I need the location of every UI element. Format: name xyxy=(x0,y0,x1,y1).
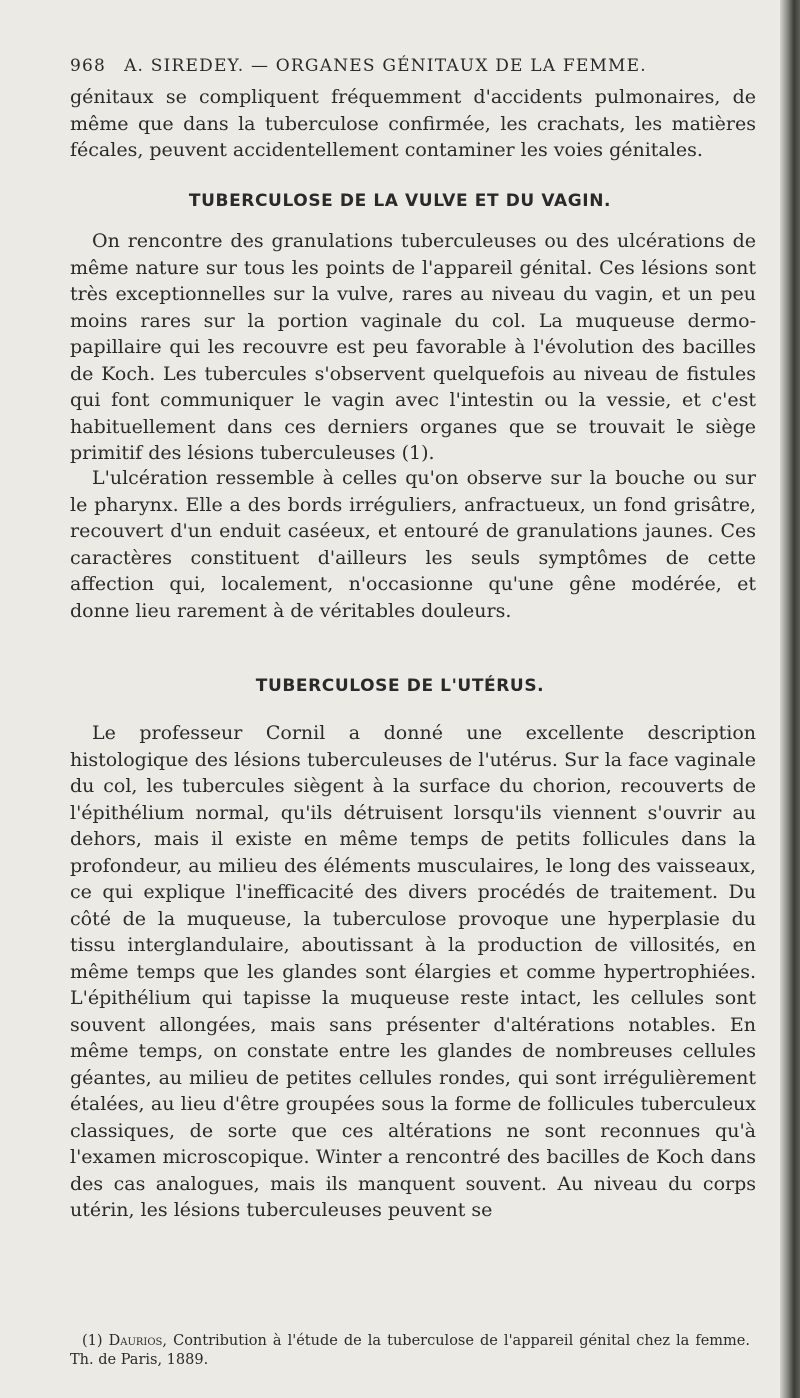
paragraph-vulve-1: On rencontre des granulations tuberculeuses ou des ulcérations de même nature sur tous les points de l'appareil génital. Ces lésions sont très exceptionnelles sur la vulve, rares au niveau du vagin, et un peu moins rares sur la portion vaginale du col. La muqueuse dermo-papillaire qui les recouvre est peu favorable à l'évolution des bacilles de Koch. Les tubercules s'observent quelquefois au niveau de fistules qui font communiquer le vagin avec l'intestin ou la vessie, et c'est habituellement dans ces derniers organes que se trouvait le siège primitif des lésions tuberculeuses (1). xyxy=(70,230,756,464)
running-title: A. SIREDEY. — ORGANES GÉNITAUX DE LA FEMME. xyxy=(124,56,647,76)
intro-paragraph: génitaux se compliquent fréquemment d'accidents pulmonaires, de même que dans la tuberculose confirmée, les crachats, les matières fécales, peuvent accidentellement contaminer les voies génitales. xyxy=(70,86,756,161)
paragraph-uterus: Le professeur Cornil a donné une excellente description histologique des lésions tuberculeuses de l'utérus. Sur la face vaginale du col, les tubercules siègent à la surface du chorion, recouverts de l'épithélium normal, qu'ils détruisent lorsqu'ils viennent s'ouvrir au dehors, mais il existe en même temps de petits follicules dans la profondeur, au milieu des éléments musculaires, le long des vaisseaux, ce qui explique l'inefficacité des divers procédés de traitement. Du côté de la muqueuse, la tuberculose provoque une hyperplasie du tissu interglandulaire, aboutissant à la production de villosités, en même temps que les glandes sont élargies et comme hypertrophiées. L'épithélium qui tapisse la muqueuse reste intact, les cellules sont souvent allongées, mais sans présenter d'altérations notables. En même temps, on constate entre les glandes de nombreuses cellules géantes, au milieu de petites cellules rondes, qui sont irrégulièrement étalées, au lieu d'être groupées sous la forme de follicules tuberculeux classiques, de sorte que ces altérations ne sont reconnues qu'à l'examen microscopique. Winter a rencontré des bacilles de Koch dans des cas analogues, mais ils manquent souvent. Au niveau du corps utérin, les lésions tuberculeuses peuvent se xyxy=(70,722,756,1221)
page-number: 968 xyxy=(70,56,107,76)
footnote xyxy=(70,1332,750,1370)
section-heading-vulve-vagin: TUBERCULOSE DE LA VULVE ET DU VAGIN. xyxy=(188,191,612,211)
section-heading-uterus: TUBERCULOSE DE L'UTÉRUS. xyxy=(255,676,545,696)
footnote-marker: (1) xyxy=(82,1333,103,1349)
footnote-author: Daurios xyxy=(108,1333,163,1349)
paragraph-vulve-2: L'ulcération ressemble à celles qu'on observe sur la bouche ou sur le pharynx. Elle a des bords irréguliers, anfractueux, un fond grisâtre, recouvert d'un enduit caséeux, et entouré de granulations jaunes. Ces caractères constituent d'ailleurs les seuls symptômes de cette affection qui, localement, n'occasionne qu'une gêne modérée, et donne lieu rarement à de véritables douleurs. xyxy=(70,467,756,622)
footnote-text: , Contribution à l'étude de la tuberculose de l'appareil génital chez la femme. Th. de Paris, 1889. xyxy=(70,1333,750,1368)
page-edge-shadow xyxy=(780,0,800,1398)
running-header xyxy=(70,56,750,76)
